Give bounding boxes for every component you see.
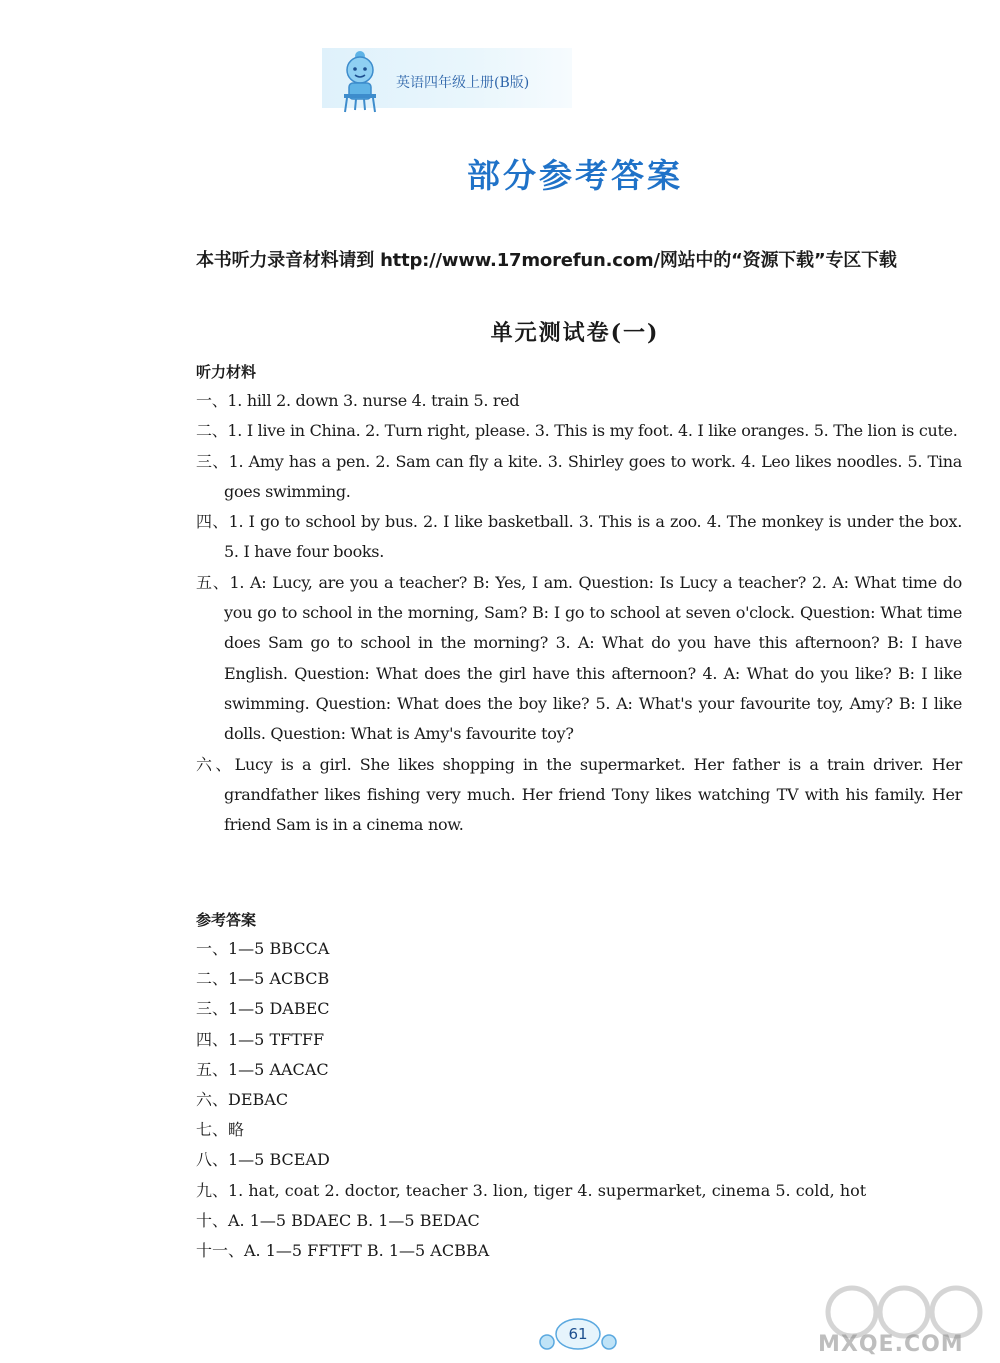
answer-item: 二、1—5 ACBCB — [196, 969, 330, 989]
answer-item: 七、略 — [196, 1120, 245, 1140]
listening-heading: 听力材料 — [196, 363, 257, 381]
listening-item: 二、1. I live in China. 2. Turn right, please. 3. This is my foot. 4. I like oranges. 5. The lion is cute. — [196, 421, 958, 441]
answer-item: 三、1—5 DABEC — [196, 999, 330, 1019]
answer-item: 十、A. 1—5 BDAEC B. 1—5 BEDAC — [196, 1210, 480, 1230]
listening-material — [196, 386, 962, 840]
listening-item: 一、1. hill 2. down 3. nurse 4. train 5. red — [196, 391, 520, 410]
answer-item: 八、1—5 BCEAD — [196, 1150, 330, 1170]
listening-item: 六、Lucy is a girl. She likes shopping in the supermarket. Her father is a train driver. Her grandfather likes fishing very much. Her friend Tony likes watching TV with his family. Her friend Sam is in a cinema now. — [196, 754, 962, 835]
answer-item: 十一、A. 1—5 FFTFT B. 1—5 ACBBA — [196, 1241, 490, 1261]
answers-heading: 参考答案 — [196, 911, 257, 929]
watermark-url: MXQE.COM — [818, 1332, 964, 1357]
girl-mascot-icon — [330, 44, 390, 114]
answer-item: 四、1—5 TFTFF — [196, 1029, 325, 1049]
book-title: 英语四年级上册(B版) — [396, 75, 530, 91]
answer-item: 一、1—5 BBCCA — [196, 939, 330, 958]
page-number: 61 — [568, 1325, 588, 1343]
download-notice: 本书听力录音材料请到 http://www.17morefun.com/网站中的“资源下载”专区下载 — [196, 250, 897, 271]
answer-key — [196, 934, 962, 1266]
listening-item: 五、1. A: Lucy, are you a teacher? B: Yes, I am. Question: Is Lucy a teacher? 2. A: What time do you go to school in the morning, Sam? B: I go to school at seven o'clock. Question: What time does Sam go to school in the morning? 3. A: What do you have this afternoon? B: I have English. Question: What does the girl have this afternoon? 4. A: What do you like? B: I like swimming. Question: What does the boy like? 5. A: What's your favourite toy, Amy? B: I like dolls. Question: What is Amy's favourite toy? — [196, 572, 962, 744]
answer-item: 六、DEBAC — [196, 1090, 289, 1110]
listening-item: 四、1. I go to school by bus. 2. I like basketball. 3. This is a zoo. 4. The monkey is under the box. 5. I have four books. — [196, 512, 962, 562]
page-title: 部分参考答案 — [467, 156, 683, 195]
answer-item: 五、1—5 AACAC — [196, 1059, 329, 1079]
listening-item: 三、1. Amy has a pen. 2. Sam can fly a kite. 3. Shirley goes to work. 4. Leo likes noodles. 5. Tina goes swimming. — [196, 451, 962, 501]
section-title: 单元测试卷(一) — [490, 320, 660, 346]
page-number-badge — [538, 1316, 618, 1356]
answer-item: 九、1. hat, coat 2. doctor, teacher 3. lion, tiger 4. supermarket, cinema 5. cold, hot — [196, 1180, 867, 1200]
